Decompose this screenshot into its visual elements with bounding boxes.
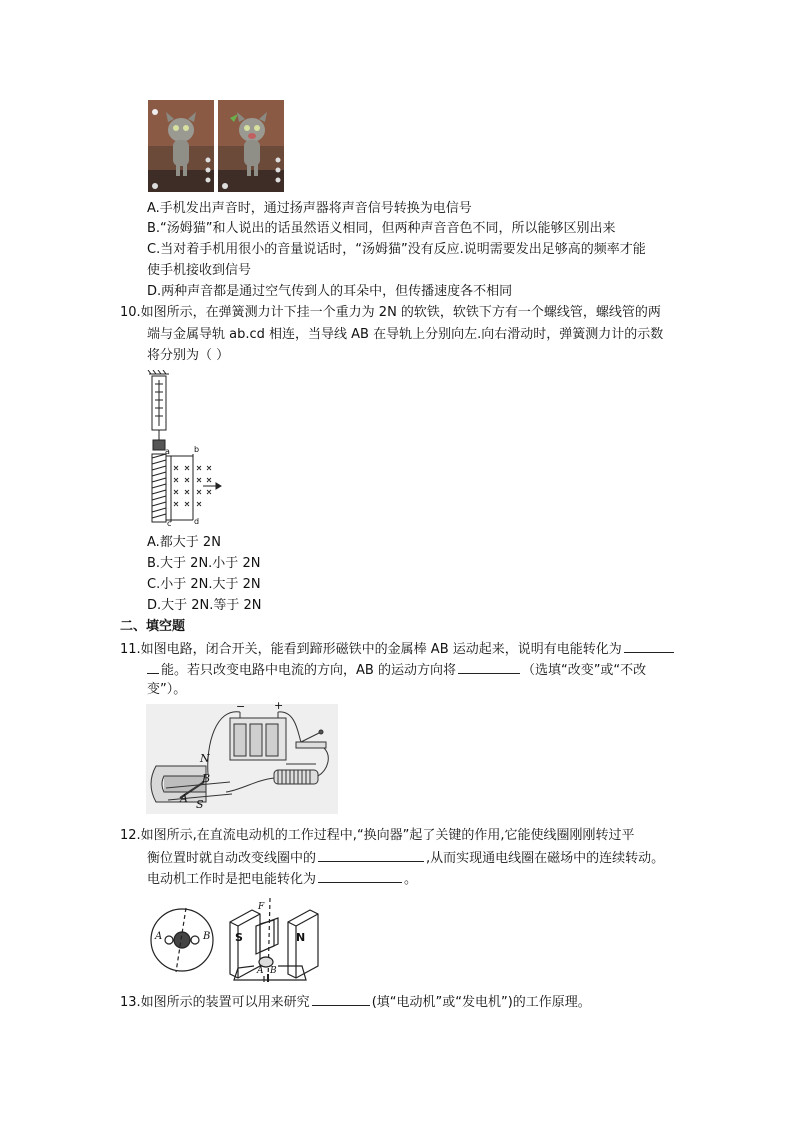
q11-blank-1[interactable] [624,638,674,653]
q11-blank-1-cont[interactable] [147,659,159,674]
q11-line1 [120,638,676,660]
label-a: A [180,792,188,805]
q12-text-3: 电动机工作时是把电能转化为 [147,872,317,887]
spring-balance-solenoid-figure [145,370,225,528]
label-c: c [167,519,172,528]
q10-stem-line2: 端与金属导轨 ab.cd 相连，当导线 AB 在导轨上分别向左.向右滑动时，弹簧测力计的示数 [147,327,664,342]
label-b: B [203,931,211,942]
label-n: N [296,931,306,944]
q10-option-a: A.都大于 2N [147,535,221,550]
q9-option-c: C.当对着手机用很小的音量说话时，“汤姆猫”没有反应.说明需要发出足够高的频率才能 [147,242,646,257]
label-s: S [235,931,243,944]
label-a: A [155,931,163,942]
q11-line2 [147,659,646,681]
q11-blank-2[interactable] [458,659,520,674]
q13-blank[interactable] [312,991,370,1006]
q10-option-b: B.大于 2N.小于 2N [147,556,261,571]
tomcat-figure [148,100,284,192]
q11-text-1: 11.如图电路，闭合开关，能看到蹄形磁铁中的金属棒 AB 运动起来，说明有电能转化为 [120,642,622,657]
q9-option-d: D.两种声音都是通过空气传到人的耳朵中，但传播速度各不相同 [147,284,513,299]
label-f: F [258,902,265,912]
q9-option-b: B.“汤姆猫”和人说出的话虽然语义相同，但两种声音音色不同，所以能够区别出来 [147,221,616,236]
q12-line2 [147,847,664,869]
q10-stem-line1: 10.如图所示，在弹簧测力计下挂一个重力为 2N 的软铁，软铁下方有一个螺线管，螺线管的两 [120,305,661,320]
label-b2: B [270,966,277,976]
q12-text-2: ,从而实现通电线圈在磁场中的连续转动。 [426,851,665,866]
q13-line [120,991,591,1013]
dc-motor-figure [146,896,326,982]
label-a: a [165,447,170,456]
circuit-magnet-figure [146,699,338,814]
label-minus: − [236,700,246,713]
q12-line1: 12.如图所示,在直流电动机的工作过程中,“换向器”起了关键的作用,它能使线圈刚刚转过平 [120,828,635,843]
label-d: d [194,517,200,526]
q11-text-2: 能。若只改变电路中电流的方向，AB 的运动方向将 [161,663,456,678]
label-s: S [196,798,204,811]
q12-text-1: 衡位置时就自动改变线圈中的 [147,851,317,866]
q13-text-2: (填“电动机”或“发电机”)的工作原理。 [371,995,591,1010]
q13-text-1: 13.如图所示的装置可以用来研究 [120,995,310,1010]
label-a2: A [257,966,264,976]
q10-option-c: C.小于 2N.大于 2N [147,577,261,592]
q12-blank-2[interactable] [318,868,402,883]
section-title: 二、填空题 [120,619,186,634]
label-plus: + [274,699,284,712]
q11-text-3: （选填“改变”或“不改 [521,663,647,678]
q10-stem-line3: 将分别为（ ） [147,348,230,363]
q11-line3: 变”）。 [147,682,187,697]
q12-text-4: 。 [404,872,418,887]
label-n: N [200,752,210,765]
q12-line3 [147,868,417,890]
q9-option-a: A.手机发出声音时，通过扬声器将声音信号转换为电信号 [147,201,472,216]
q10-option-d: D.大于 2N.等于 2N [147,598,262,613]
q9-option-c-cont: 使手机接收到信号 [147,263,252,278]
label-b: b [194,445,200,454]
q12-blank-1[interactable] [318,847,424,862]
label-b: B [202,772,211,785]
